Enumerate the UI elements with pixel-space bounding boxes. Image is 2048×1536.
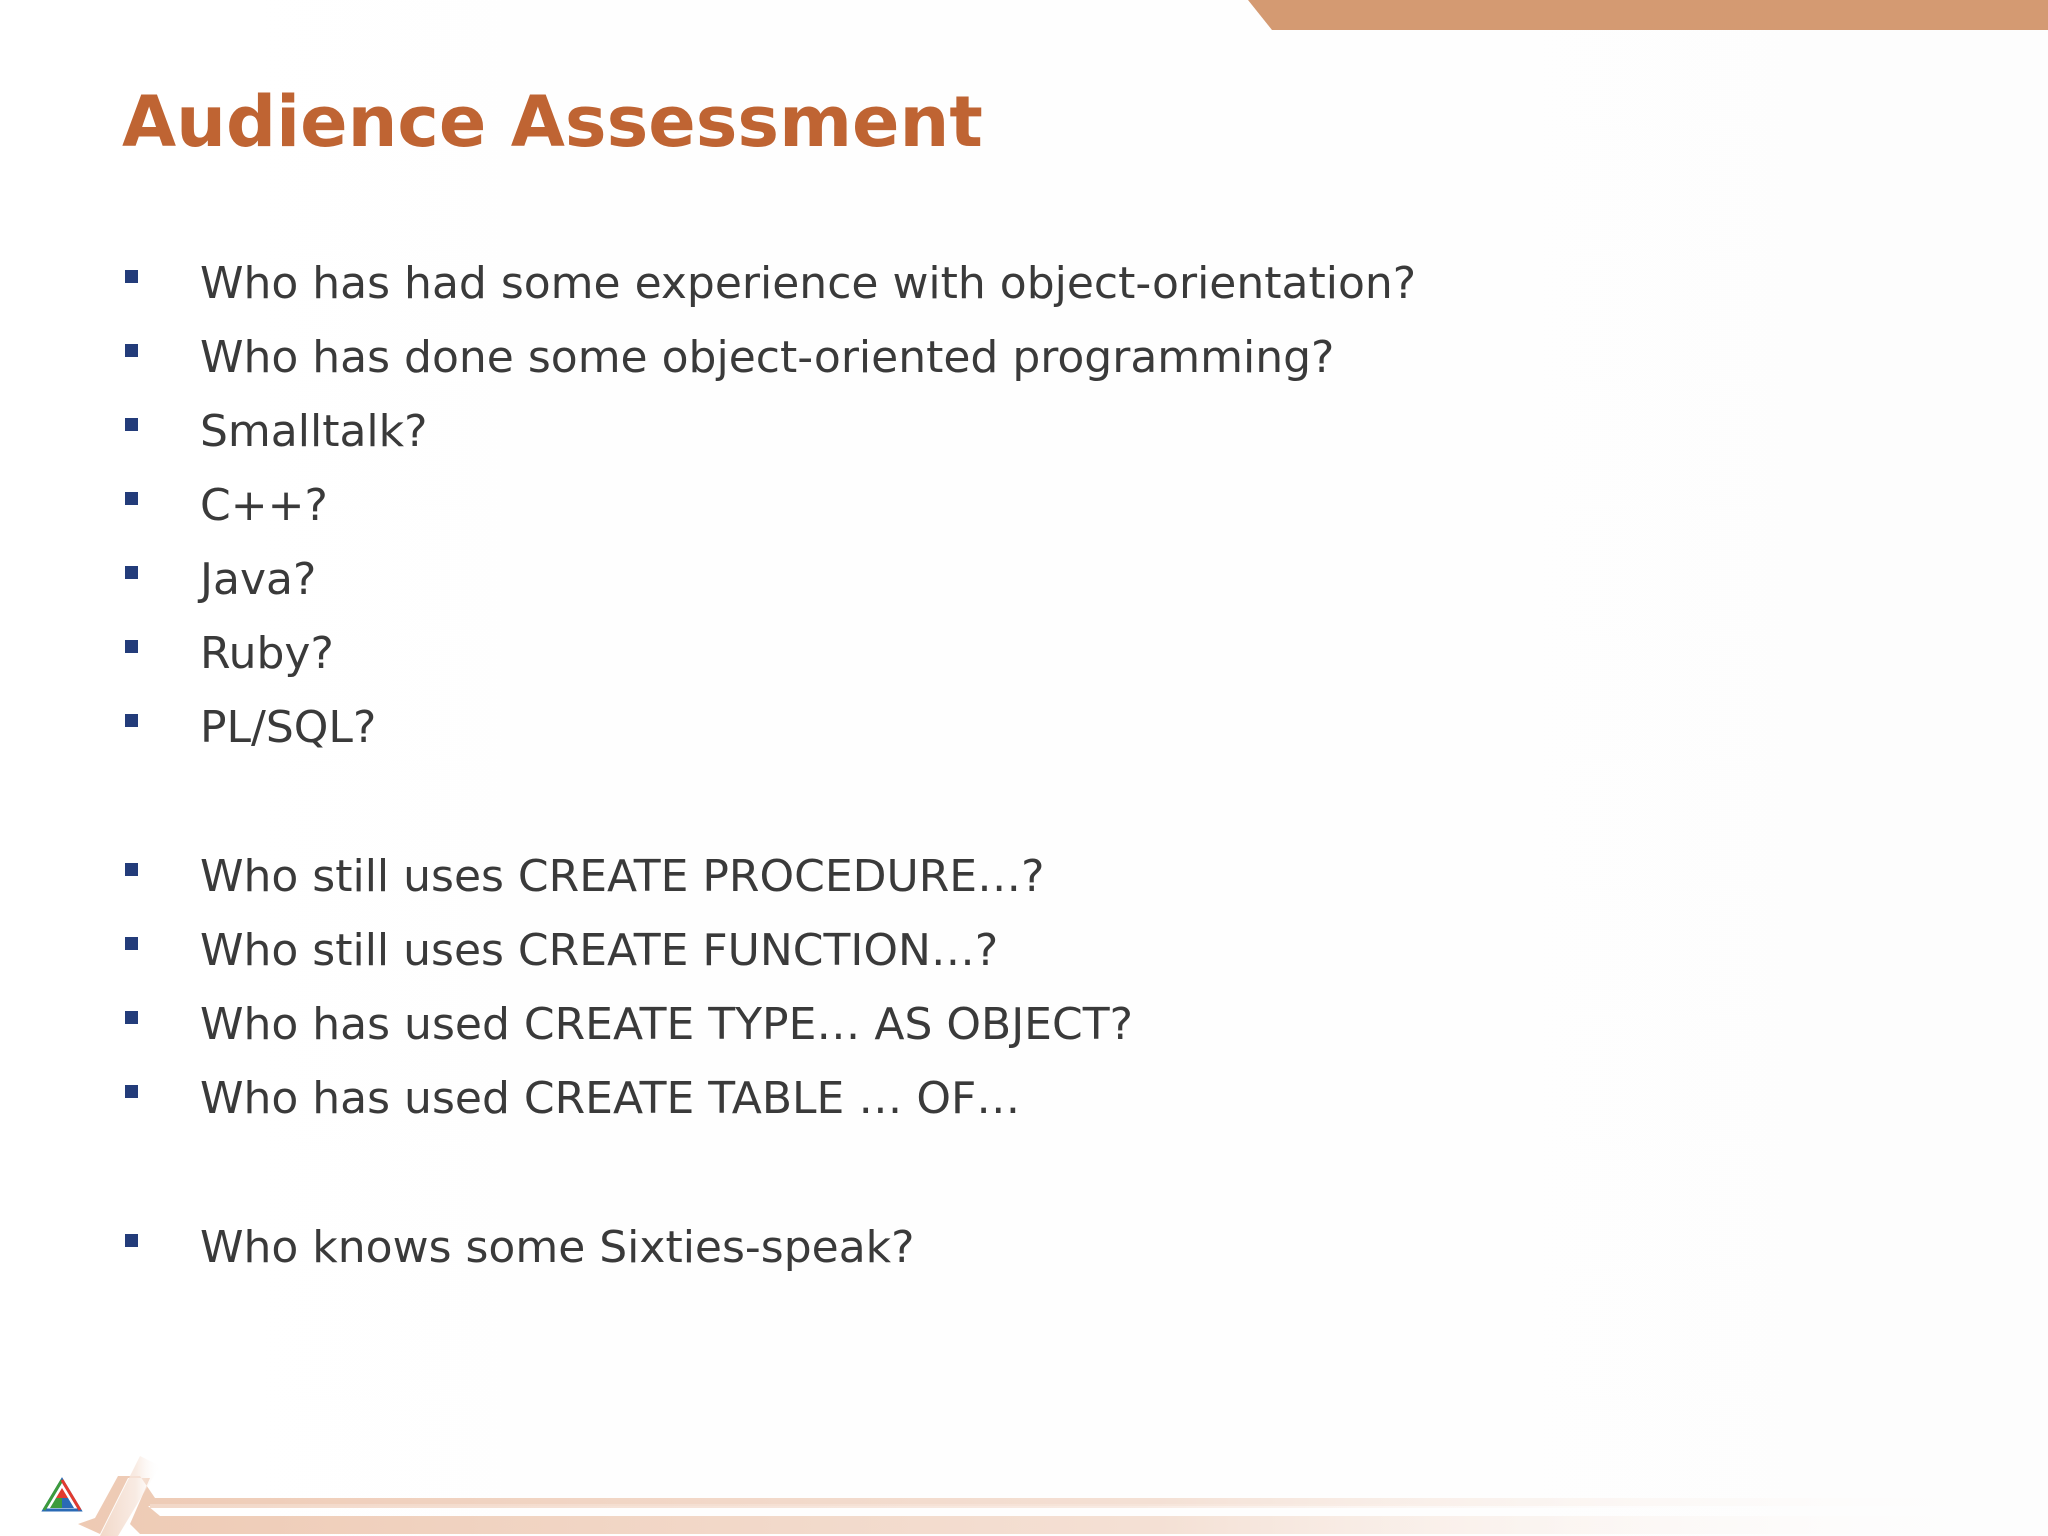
bullet-text: Who knows some Sixties-speak?: [200, 1222, 915, 1273]
bullet-square-icon: [125, 937, 138, 950]
bullet-text: Who still uses CREATE PROCEDURE…?: [200, 851, 1045, 902]
bullet-square-icon: [125, 344, 138, 357]
bullet-item: [125, 476, 328, 536]
bullet-square-icon: [125, 418, 138, 431]
bullet-text: Who has used CREATE TYPE… AS OBJECT?: [200, 999, 1133, 1050]
bullet-square-icon: [125, 714, 138, 727]
bullet-text: Who still uses CREATE FUNCTION…?: [200, 925, 999, 976]
bullet-item: [125, 624, 334, 684]
slide-title: Audience Assessment: [122, 81, 983, 163]
bullet-text: Who has had some experience with object-orientation?: [200, 258, 1417, 309]
bullet-text: Smalltalk?: [200, 406, 428, 457]
bullet-square-icon: [125, 1011, 138, 1024]
bullet-square-icon: [125, 492, 138, 505]
bullet-item: [125, 847, 1044, 907]
bottom-decoration: [0, 1406, 2048, 1536]
bullet-text: PL/SQL?: [200, 702, 377, 753]
bullet-item: [125, 1218, 915, 1278]
tricolor-triangle-logo-icon: [44, 1480, 80, 1510]
bullet-item: [125, 1069, 1020, 1129]
bullet-item: [125, 698, 376, 758]
bullet-text: Java?: [200, 554, 317, 605]
bullet-square-icon: [125, 270, 138, 283]
bullet-square-icon: [125, 1234, 138, 1247]
bullet-text: Who has used CREATE TABLE … OF…: [200, 1073, 1021, 1124]
bullet-text: Ruby?: [200, 628, 334, 679]
bullet-text: Who has done some object-oriented programming?: [200, 332, 1335, 383]
bullet-item: [125, 995, 1133, 1055]
bullet-item: [125, 550, 316, 610]
bullet-item: [125, 402, 427, 462]
bullet-item: [125, 254, 1416, 314]
bullet-text: C++?: [200, 480, 328, 531]
bullet-square-icon: [125, 640, 138, 653]
bullet-item: [125, 328, 1334, 388]
bullet-item: [125, 921, 998, 981]
bullet-square-icon: [125, 566, 138, 579]
bullet-square-icon: [125, 1085, 138, 1098]
bullet-square-icon: [125, 863, 138, 876]
